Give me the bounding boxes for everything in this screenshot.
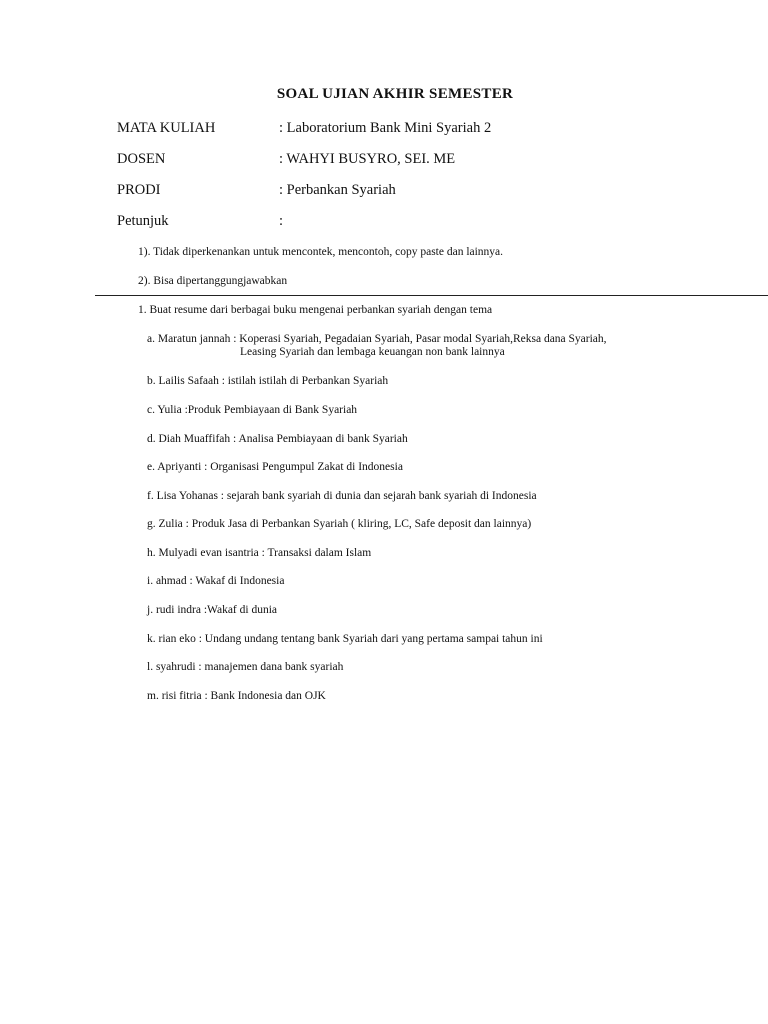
info-row-petunjuk — [117, 211, 737, 231]
assignment-item: m. risi fitria : Bank Indonesia dan OJK — [147, 690, 326, 702]
assignment-item: e. Apriyanti : Organisasi Pengumpul Zakat di Indonesia — [147, 461, 403, 473]
info-value: : — [279, 213, 284, 229]
assignment-item: g. Zulia : Produk Jasa di Perbankan Syariah ( kliring, LC, Safe deposit dan lainnya) — [147, 518, 532, 530]
info-row-prodi — [117, 180, 737, 200]
assignment-item: a. Maratun jannah : Koperasi Syariah, Pegadaian Syariah, Pasar modal Syariah,Reksa dana Syariah, — [147, 333, 607, 345]
info-label: MATA KULIAH — [117, 120, 216, 136]
assignment-item: c. Yulia :Produk Pembiayaan di Bank Syariah — [147, 404, 358, 416]
info-value: : Laboratorium Bank Mini Syariah 2 — [279, 120, 492, 136]
task-heading: 1. Buat resume dari berbagai buku mengenai perbankan syariah dengan tema — [138, 304, 493, 316]
assignment-item: i. ahmad : Wakaf di Indonesia — [147, 575, 285, 587]
assignment-item-continuation: Leasing Syariah dan lembaga keuangan non bank lainnya — [240, 346, 505, 358]
info-value: : Perbankan Syariah — [279, 182, 396, 198]
assignment-item: j. rudi indra :Wakaf di dunia — [147, 604, 278, 616]
instruction-item: 1). Tidak diperkenankan untuk mencontek, mencontoh, copy paste dan lainnya. — [138, 246, 504, 258]
assignment-item: l. syahrudi : manajemen dana bank syariah — [147, 661, 344, 673]
assignment-item: b. Lailis Safaah : istilah istilah di Perbankan Syariah — [147, 375, 389, 387]
info-row-dosen — [117, 149, 737, 169]
info-label: DOSEN — [117, 151, 166, 167]
section-divider — [95, 295, 768, 296]
info-value: : WAHYI BUSYRO, SEI. ME — [279, 151, 456, 167]
document-title: SOAL UJIAN AKHIR SEMESTER — [276, 86, 514, 102]
assignment-item: h. Mulyadi evan isantria : Transaksi dalam Islam — [147, 547, 372, 559]
info-label: PRODI — [117, 182, 161, 198]
info-label: Petunjuk — [117, 213, 169, 229]
assignment-item: f. Lisa Yohanas : sejarah bank syariah di dunia dan sejarah bank syariah di Indonesia — [147, 490, 537, 502]
instruction-item: 2). Bisa dipertanggungjawabkan — [138, 275, 288, 287]
assignment-item: d. Diah Muaffifah : Analisa Pembiayaan di bank Syariah — [147, 433, 408, 445]
assignment-item: k. rian eko : Undang undang tentang bank Syariah dari yang pertama sampai tahun ini — [147, 633, 543, 645]
info-row-mata-kuliah — [117, 118, 737, 138]
